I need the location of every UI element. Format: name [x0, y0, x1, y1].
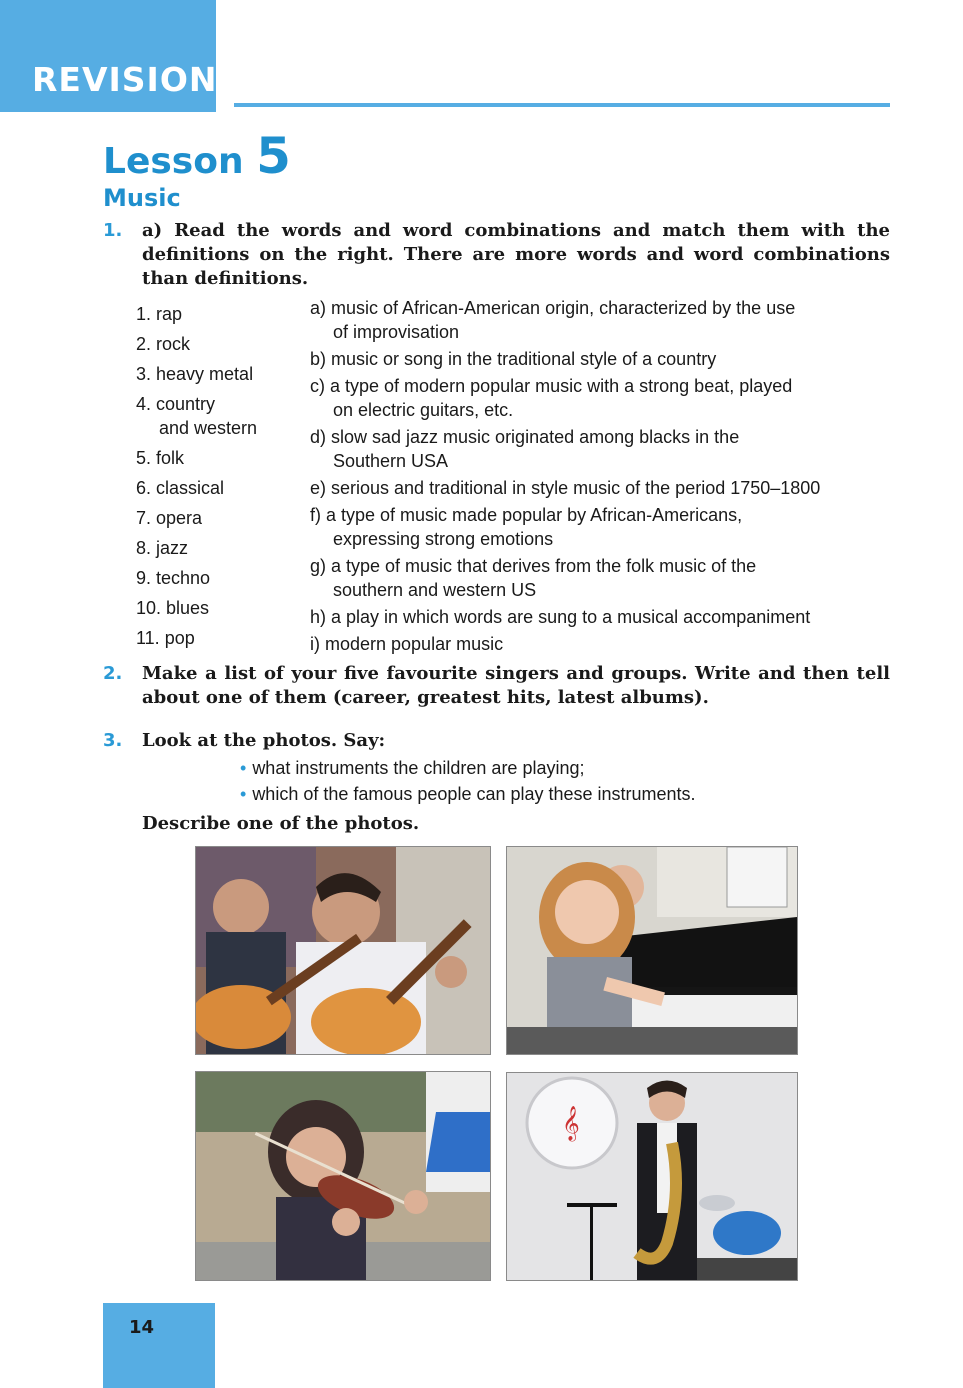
- lesson-topic: Music: [103, 184, 181, 212]
- definition-list: [310, 296, 890, 659]
- exercise-1-number: 1.: [103, 220, 123, 241]
- list-item: • what instruments the children are playing;: [240, 758, 585, 778]
- list-item: 5. folk: [136, 448, 185, 468]
- list-item: 6. classical: [136, 478, 225, 498]
- list-item: 11. pop: [136, 628, 195, 648]
- exercise-2-instruction: Make a list of your five favourite singers and groups. Write and then tell about one of them (career, greatest hits, latest albums).: [142, 663, 890, 708]
- list-item: i) modern popular music: [310, 634, 504, 654]
- section-label: REVISION: [32, 60, 218, 99]
- exercise-3-followup: Describe one of the photos.: [142, 813, 420, 834]
- list-item: g) a type of music that derives from the folk music of the southern and western US: [310, 556, 757, 600]
- revision-tab: [0, 0, 216, 112]
- svg-text:𝄞: 𝄞: [562, 1106, 580, 1141]
- page-number: 14: [129, 1317, 155, 1338]
- violin-girl-photo: [195, 1071, 491, 1281]
- bullet-icon: •: [240, 784, 247, 804]
- exercise-3-bullets: [240, 755, 696, 807]
- guitar-players-photo: [195, 846, 491, 1055]
- list-item: 2. rock: [136, 334, 191, 354]
- list-item: h) a play in which words are sung to a musical accompaniment: [310, 607, 811, 627]
- exercise-3-instruction: Look at the photos. Say:: [142, 730, 386, 751]
- list-item: 8. jazz: [136, 538, 189, 558]
- list-item: • which of the famous people can play these instruments.: [240, 784, 696, 804]
- list-item: e) serious and traditional in style music of the period 1750–1800: [310, 478, 821, 498]
- list-item: c) a type of modern popular music with a strong beat, played on electric guitars, etc.: [310, 376, 793, 420]
- list-item: a) music of African-American origin, characterized by the use of improvisation: [310, 298, 796, 342]
- lesson-title: [103, 128, 291, 190]
- exercise-1-instruction: a) Read the words and word combinations and match them with the definitions on the right. There are more words and word combinations than definitions.: [142, 220, 890, 289]
- lesson-number: 5: [256, 127, 291, 185]
- exercise-2-number: 2.: [103, 663, 123, 684]
- list-item: f) a type of music made popular by African-Americans, expressing strong emotions: [310, 505, 743, 549]
- list-item: 1. rap: [136, 304, 183, 324]
- saxophone-boy-photo: [506, 1072, 798, 1281]
- list-item: b) music or song in the traditional style of a country: [310, 349, 717, 369]
- header-rule: [234, 103, 890, 107]
- list-item: 4. country and western: [136, 394, 258, 438]
- piano-girl-photo: [506, 846, 798, 1055]
- list-item: 3. heavy metal: [136, 364, 254, 384]
- list-item: 7. opera: [136, 508, 203, 528]
- exercise-3-number: 3.: [103, 730, 123, 751]
- word-list: [136, 302, 306, 656]
- list-item: d) slow sad jazz music originated among blacks in the Southern USA: [310, 427, 740, 471]
- page-number-tab: [103, 1303, 215, 1388]
- list-item: 10. blues: [136, 598, 210, 618]
- bullet-icon: •: [240, 758, 247, 778]
- list-item: 9. techno: [136, 568, 211, 588]
- lesson-label: Lesson: [103, 141, 244, 182]
